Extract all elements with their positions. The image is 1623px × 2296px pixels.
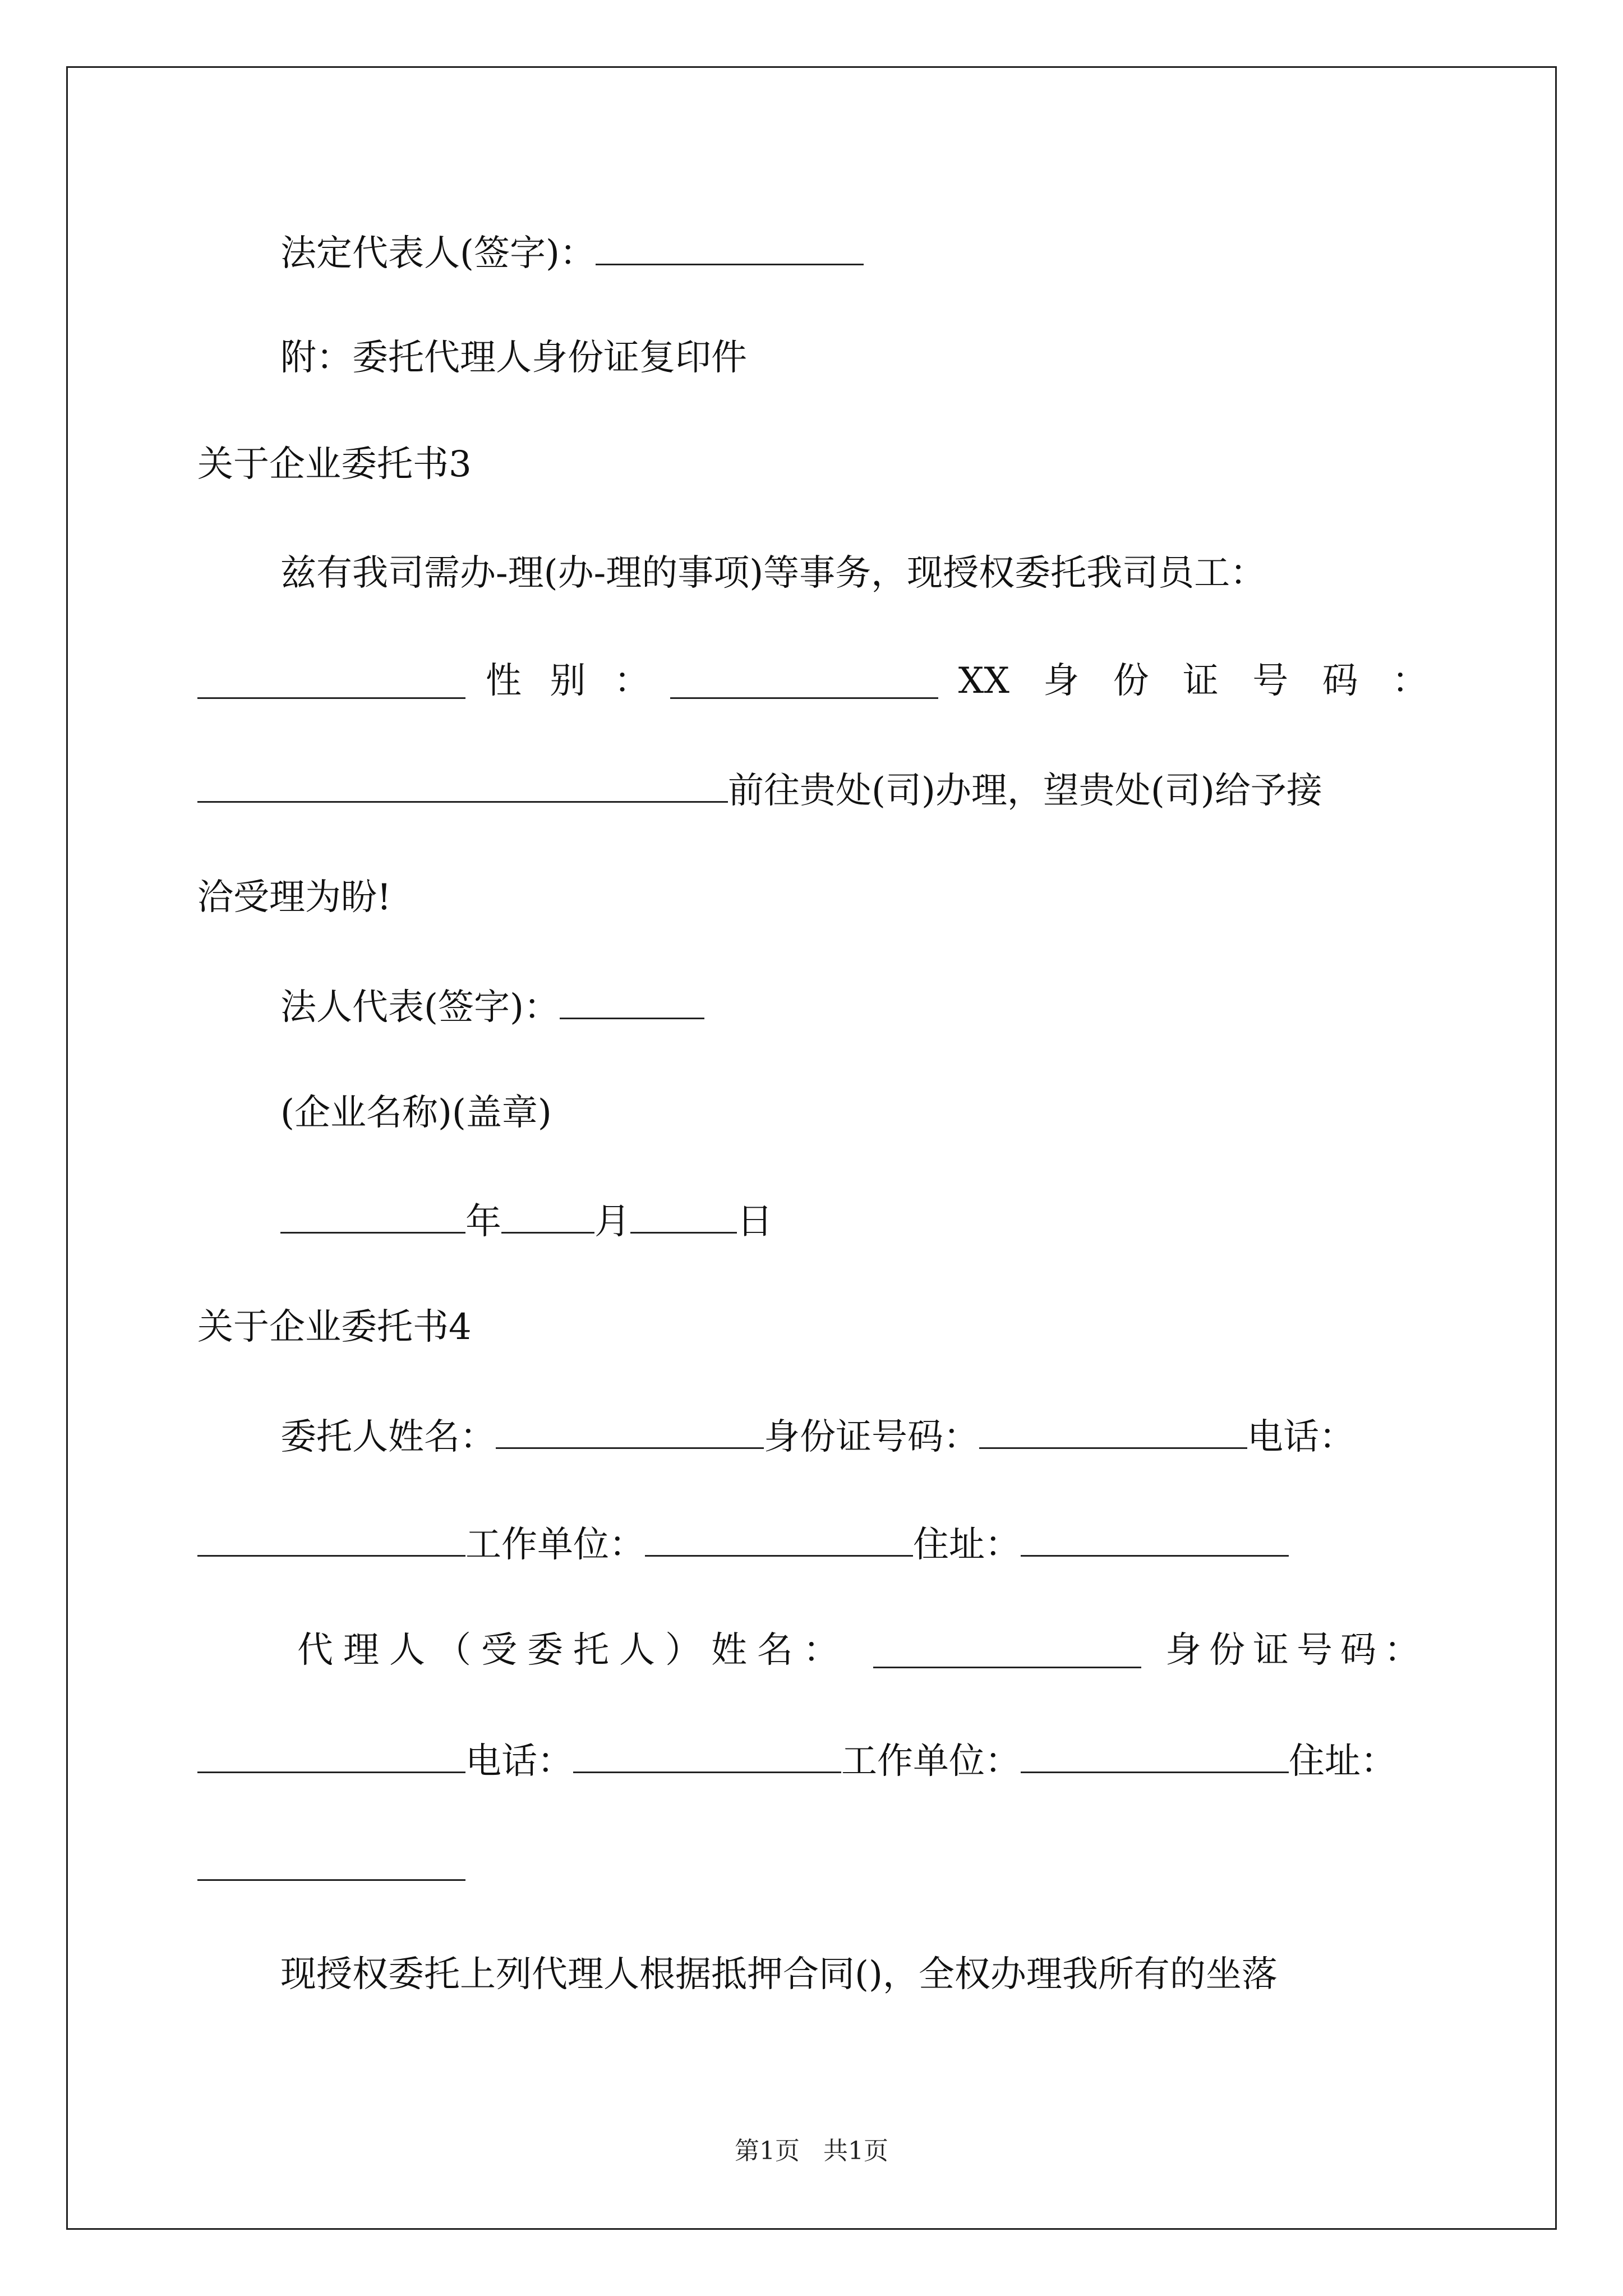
- work-unit-blank[interactable]: [645, 1525, 913, 1557]
- employee-name-blank[interactable]: [197, 667, 465, 699]
- section-heading-4: [197, 1306, 472, 1348]
- principal-name-label: 委托人姓名：: [280, 1416, 496, 1458]
- day-blank[interactable]: [630, 1202, 737, 1234]
- agent-name-label: 代理人（受委托人）姓名：: [297, 1630, 849, 1671]
- attachment-text: 附：委托代理人身份证复印件: [280, 337, 747, 379]
- page-border: [66, 66, 1557, 2230]
- agent-phone-label: 电话：: [465, 1741, 573, 1782]
- principal-phone-blank[interactable]: [197, 1525, 465, 1557]
- address-label: 住址：: [913, 1524, 1021, 1566]
- agent-line-3: [197, 1849, 465, 1887]
- agent-work-unit-label: 工作单位：: [841, 1741, 1021, 1782]
- legal-rep-sign-line: [280, 233, 864, 272]
- para3-line1: [280, 553, 1266, 594]
- agent-address-blank[interactable]: [197, 1849, 465, 1881]
- signature-blank[interactable]: [596, 233, 864, 265]
- principal-line-2: [197, 1524, 1289, 1566]
- page-footer: [0, 2131, 1623, 2166]
- heading-4-text: 关于企业委托书4: [197, 1306, 472, 1348]
- await-text: 洽受理为盼!: [197, 877, 391, 918]
- principal-id-label: 身份证号码：: [764, 1416, 979, 1458]
- agent-id-blank[interactable]: [197, 1741, 465, 1773]
- id-number-label: XX 身 份 证 号 码 ：: [958, 660, 1428, 702]
- address-blank[interactable]: [1021, 1525, 1289, 1557]
- page-total: 共1页: [823, 2137, 888, 2165]
- go-to-line: [197, 770, 1322, 812]
- day-label: 日: [737, 1201, 773, 1243]
- gender-label: 性 别 ：: [486, 660, 650, 702]
- company-seal-line: [280, 1092, 552, 1134]
- agent-phone-blank[interactable]: [573, 1741, 841, 1773]
- principal-phone-label: 电话：: [1247, 1416, 1355, 1458]
- id-number-blank[interactable]: [197, 771, 728, 803]
- agent-name-blank[interactable]: [873, 1636, 1141, 1668]
- gender-blank[interactable]: [670, 667, 938, 699]
- agent-id-label: 身份证号码：: [1165, 1630, 1428, 1671]
- employee-info-line: [197, 660, 1428, 702]
- heading-3-text: 关于企业委托书3: [197, 444, 472, 485]
- agent-line-1: [297, 1630, 1428, 1671]
- year-blank[interactable]: [280, 1202, 465, 1234]
- work-unit-label: 工作单位：: [465, 1524, 645, 1566]
- agent-work-unit-blank[interactable]: [1021, 1741, 1289, 1773]
- authorize-text: 现授权委托上列代理人根据抵押合同()，全权办理我所有的坐落: [280, 1954, 1278, 1995]
- principal-line-1: [280, 1416, 1355, 1458]
- legal-person-sign-line: [280, 987, 704, 1028]
- go-to-text: 前往贵处(司)办理，望贵处(司)给予接: [728, 770, 1322, 812]
- await-line: [197, 877, 391, 918]
- authorize-line: [280, 1954, 1278, 1995]
- principal-name-blank[interactable]: [496, 1417, 764, 1449]
- section-heading-3: [197, 444, 472, 485]
- attachment-line: [280, 337, 747, 379]
- para3-line1-text: 兹有我司需办-理(办-理的事项)等事务，现授权委托我司员工：: [280, 553, 1266, 594]
- page-number: 第1页: [735, 2137, 800, 2165]
- year-label: 年: [465, 1201, 501, 1243]
- agent-line-2: [197, 1741, 1396, 1782]
- legal-person-sign-label: 法人代表(签字)：: [280, 987, 560, 1028]
- legal-rep-sign-label: 法定代表人(签字)：: [280, 233, 596, 274]
- month-blank[interactable]: [501, 1202, 594, 1234]
- principal-id-blank[interactable]: [979, 1417, 1247, 1449]
- month-label: 月: [594, 1201, 630, 1243]
- company-seal-text: (企业名称)(盖章): [280, 1092, 552, 1134]
- date-line: [280, 1201, 773, 1243]
- agent-address-label: 住址：: [1289, 1741, 1396, 1782]
- legal-person-sign-blank[interactable]: [560, 987, 704, 1019]
